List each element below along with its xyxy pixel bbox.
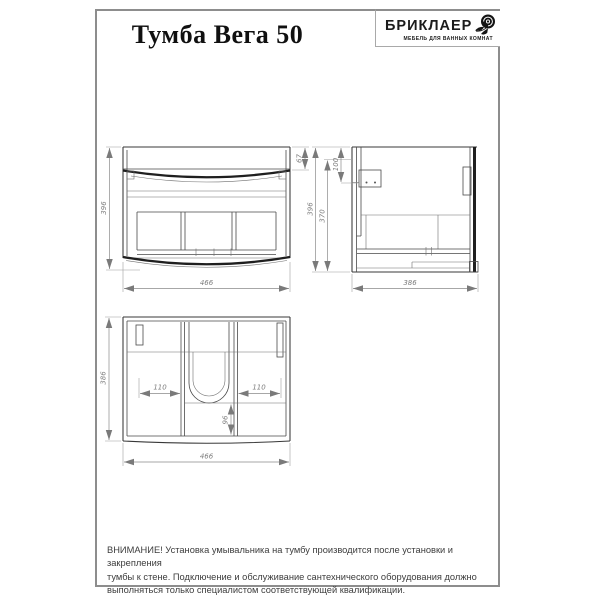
top-width-dim: 466 (199, 452, 214, 461)
warning-line: ВНИМАНИЕ! Установка умывальника на тумбу производится после установки и закрепления (107, 545, 454, 569)
side-view (307, 147, 479, 292)
side-bracket-dim: 100 (332, 157, 340, 172)
warning-line: выполняться только специалистом соответствующей квалификации. (107, 585, 406, 596)
warning-text (107, 544, 499, 598)
side-height-dim: 396 (306, 202, 315, 216)
top-leftcutout-dim: 110 (153, 383, 167, 392)
warning-line: тумбы к стене. Подключение и обслуживание сантехнического оборудования должно (107, 571, 477, 582)
page-title: Тумба Вега 50 (131, 20, 304, 49)
top-rightcutout-dim: 110 (252, 383, 266, 392)
front-toprail-dim: 67 (295, 154, 304, 163)
front-view (100, 147, 309, 292)
side-depth-dim: 386 (403, 279, 417, 287)
top-view (100, 317, 291, 466)
brand-tagline: МЕБЕЛЬ ДЛЯ ВАННЫХ КОМНАТ (403, 36, 493, 42)
front-width-dim: 466 (199, 279, 214, 287)
side-innerheight-dim: 370 (318, 209, 327, 223)
top-backgap-dim: 96 (221, 415, 230, 425)
brand-name: БРИКЛАЕР (385, 18, 473, 34)
top-depth-dim: 386 (99, 371, 108, 385)
front-height-dim: 396 (100, 201, 108, 215)
